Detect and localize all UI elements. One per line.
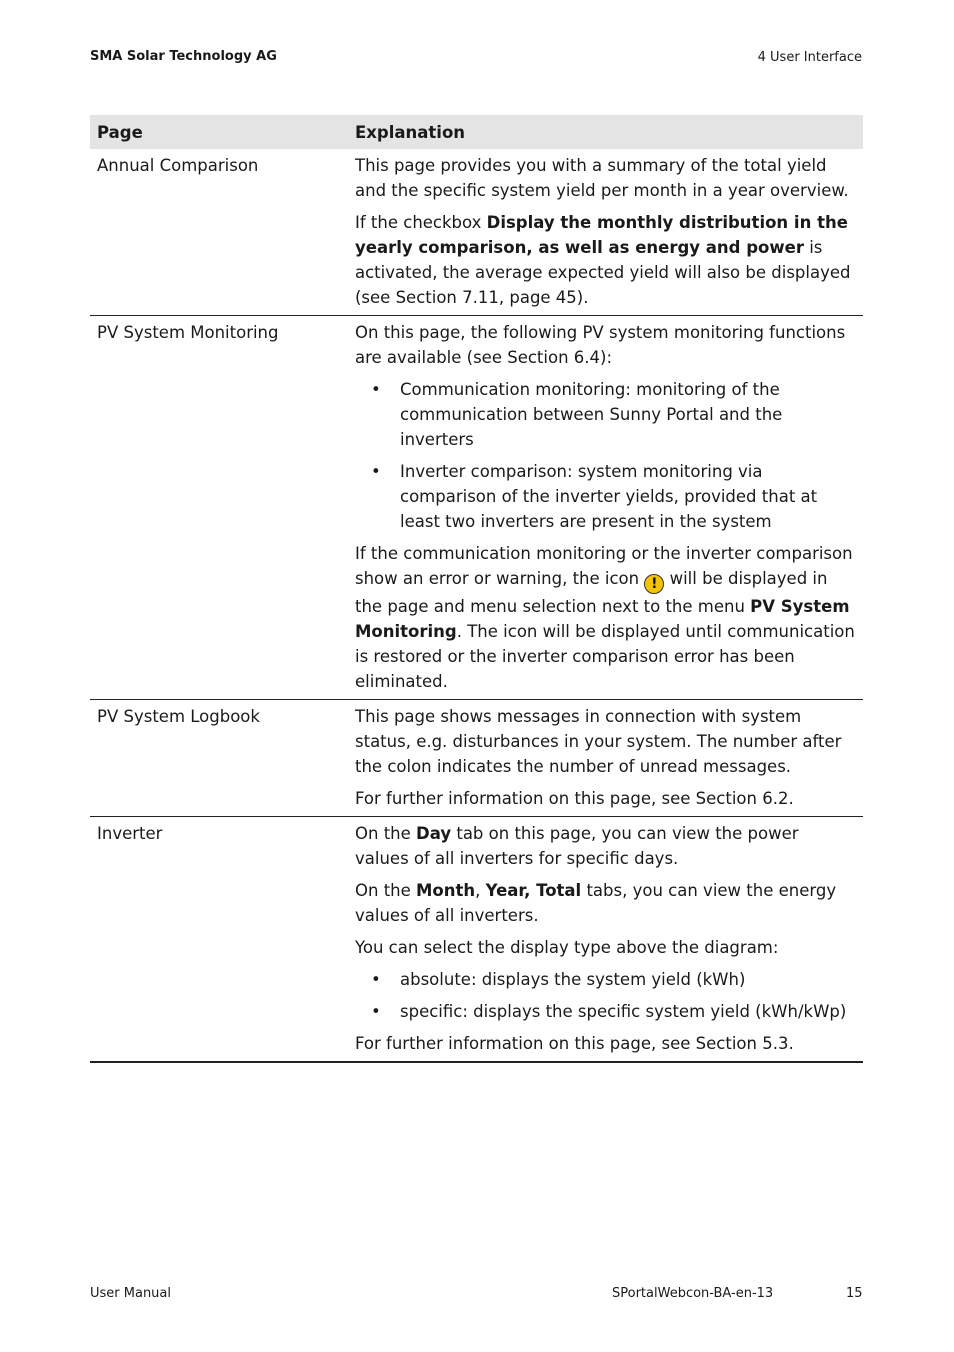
warning-icon: !: [644, 574, 664, 594]
list-item: • Inverter comparison: system monitoring via comparison of the inverter yields, provided that at least two inverters are present in the system: [355, 459, 856, 534]
menu-name: PV System Monitoring: [355, 597, 850, 641]
bullet-list: [355, 377, 856, 534]
header-section: 4 User Interface: [757, 50, 862, 65]
tab-name: Year, Total: [485, 881, 582, 900]
text: On the: [355, 824, 417, 843]
paragraph: [355, 210, 856, 310]
list-item: • Communication monitoring: monitoring of the communication between Sunny Portal and the inverters: [355, 377, 856, 452]
row-page-name: Annual Comparison: [90, 149, 348, 316]
tab-name: Day: [416, 824, 452, 843]
text: If the communication monitoring or the inverter comparison show an error or warning, the icon: [355, 544, 853, 588]
paragraph: This page shows messages in connection with system status, e.g. disturbances in your system. The number after the colon indicates the number of unread messages.: [355, 707, 842, 776]
table-row-annual-comparison: [90, 149, 863, 316]
text: tabs, you can view the energy values of all inverters.: [355, 881, 837, 925]
table-header-row: [90, 115, 863, 149]
text: tab on this page, you can view the power values of all inverters for specific days.: [355, 824, 799, 868]
list-item: • absolute: displays the system yield (kWh): [355, 967, 856, 992]
footer-document-id: SPortalWebcon-BA-en-13: [612, 1286, 774, 1301]
paragraph: [355, 878, 856, 928]
tab-name: Month: [416, 881, 476, 900]
paragraph: For further information on this page, see Section 5.3.: [355, 1034, 794, 1053]
text: On the: [355, 881, 417, 900]
paragraph: You can select the display type above the diagram:: [355, 938, 779, 957]
column-header-explanation: Explanation: [348, 115, 863, 149]
header-company: SMA Solar Technology AG: [90, 49, 277, 64]
table-row-pv-system-logbook: [90, 700, 863, 817]
list-item: • specific: displays the specific system yield (kWh/kWp): [355, 999, 856, 1024]
text: . The icon will be displayed until communication is restored or the inverter comparison error has been eliminated.: [355, 622, 855, 691]
page-table: [90, 115, 863, 1063]
row-explanation: [348, 700, 863, 817]
paragraph: This page provides you with a summary of the total yield and the specific system yield per month in a year overview.: [355, 156, 849, 200]
paragraph: [355, 541, 856, 694]
table-row-pv-system-monitoring: [90, 316, 863, 700]
row-explanation: [348, 817, 863, 1063]
text: ,: [475, 881, 486, 900]
text: is activated, the average expected yield will also be displayed (see Section 7.11, page 45).: [355, 238, 851, 307]
table-row-inverter: [90, 817, 863, 1063]
footer-page-number: 15: [846, 1286, 863, 1301]
row-page-name: PV System Logbook: [90, 700, 348, 817]
paragraph: On this page, the following PV system monitoring functions are available (see Section 6.4):: [355, 323, 846, 367]
checkbox-label: Display the monthly distribution in the yearly comparison, as well as energy and power: [355, 213, 848, 257]
row-page-name: Inverter: [90, 817, 348, 1063]
text: will be displayed in the page and menu selection next to the menu: [355, 569, 828, 616]
row-explanation: [348, 316, 863, 700]
bullet-list: [355, 967, 856, 1024]
column-header-page: Page: [90, 115, 348, 149]
text: If the checkbox: [355, 213, 487, 232]
paragraph: For further information on this page, see Section 6.2.: [355, 789, 794, 808]
paragraph: [355, 821, 856, 871]
row-page-name: PV System Monitoring: [90, 316, 348, 700]
footer-manual-type: User Manual: [90, 1286, 172, 1301]
row-explanation: [348, 149, 863, 316]
